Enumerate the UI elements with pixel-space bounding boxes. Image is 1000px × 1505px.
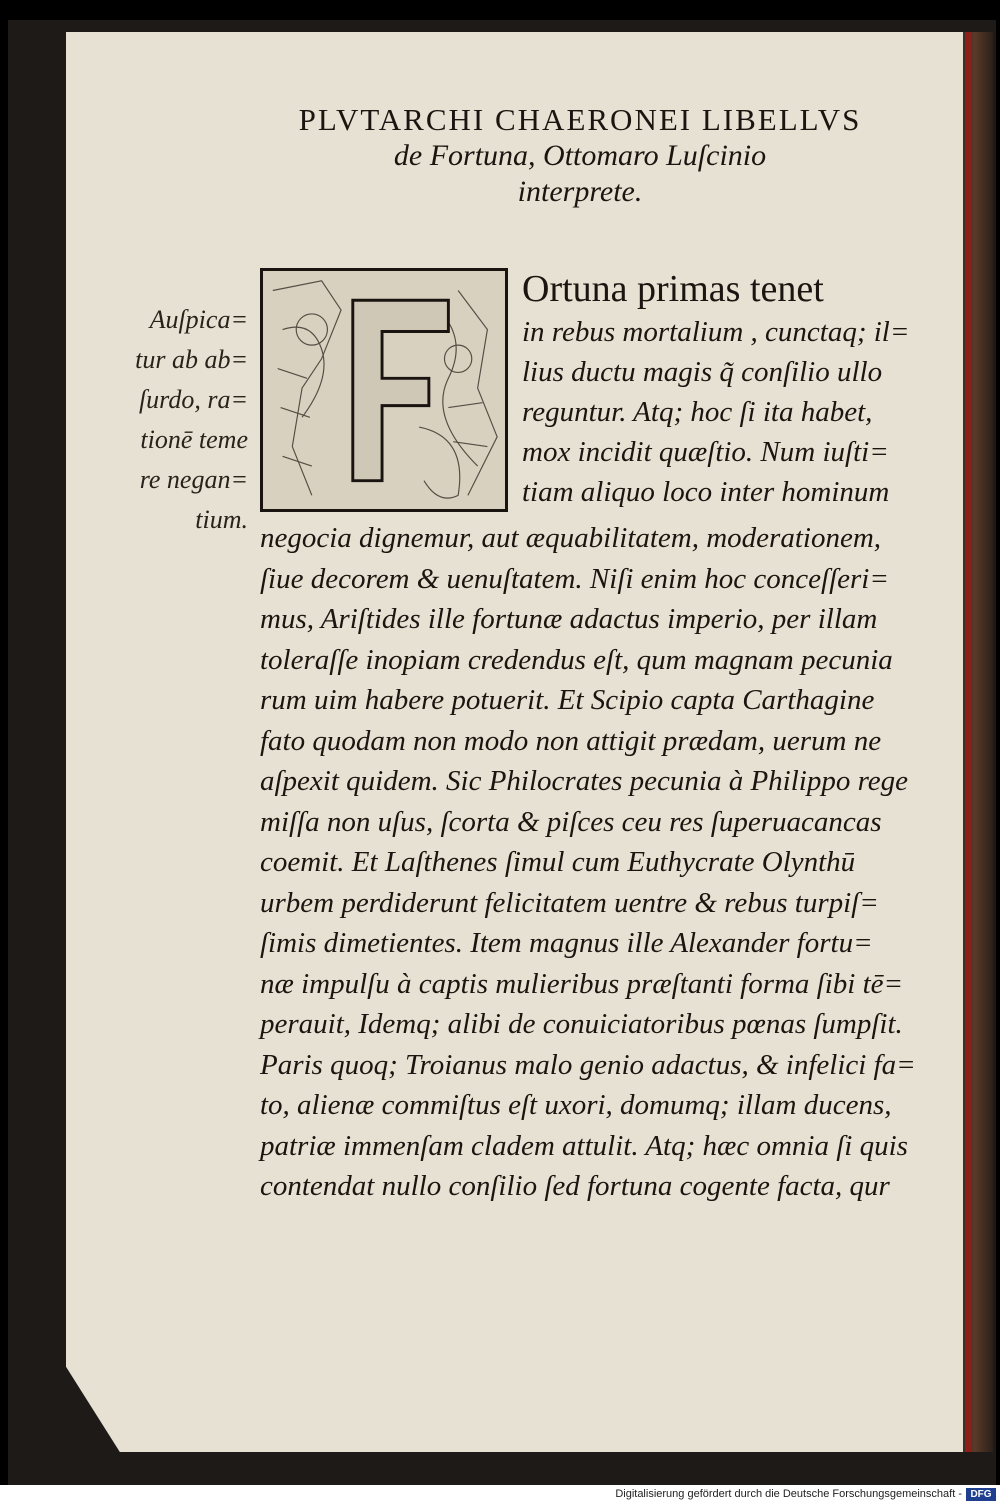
text-line: toleraſſe inopiam credendus eſt, qum magnam pecunia [260,643,893,676]
text-line: mus, Ariſtides ille fortunæ adactus imperio, per illam [260,603,878,635]
opening-lines [522,266,922,512]
margin-note [128,300,248,540]
header-subtitle-cont: interprete. [517,175,643,208]
text-line: to, alienæ commiſtus eſt uxori, domumq; illam ducens, [260,1089,892,1121]
body-text [260,518,920,1207]
page-header [260,102,900,210]
opening-line: Ortuna primas tenet [522,268,824,310]
text-line: perauit, Idemq; alibi de conuiciatoribus pœnas ſumpſit. [260,1008,903,1040]
text-line: in rebus mortalium , cunctaq; il= [522,316,910,348]
decorated-initial-f [260,268,508,512]
text-line: lius ductu magis q̃ conſilio ullo [522,356,883,388]
text-line: aſpexit quidem. Sic Philocrates pecunia à Philippo rege [260,765,909,797]
text-line: urbem perdiderunt felicitatem uentre & rebus turpiſ= [260,886,879,919]
margin-note-line: re negan= [139,465,248,494]
text-line: miſſa non uſus, ſcorta & piſces ceu res ſuperuacancas [260,805,882,838]
footer-credit: Digitalisierung gefördert durch die Deutsche Forschungsgemeinschaft - [615,1488,962,1500]
text-line: reguntur. Atq; hoc ſi ita habet, [522,396,873,428]
text-line: fato quodam non modo non attigit prædam, uerum ne [260,724,882,757]
book-spine [963,32,993,1452]
text-line: mox incidit quæſtio. Num iuſti= [522,436,889,468]
margin-note-line: tionē teme [140,425,248,454]
margin-note-line: ſurdo, ra= [138,385,248,414]
margin-note-line: tur ab ab= [135,345,248,374]
margin-note-line: tium. [195,505,248,534]
header-title: PLVTARCHI CHAERONEI LIBELLVS [298,102,862,137]
text-line: patriæ immenſam cladem attulit. Atq; hæc omnia ſi quis [260,1129,908,1162]
text-line: Paris quoq; Troianus malo genio adactus, & infelici fa= [260,1048,916,1081]
text-line: contendat nullo conſilio ſed fortuna cogente facta, qur [260,1170,890,1202]
text-line: ſimis dimetientes. Item magnus ille Alexander fortu= [260,927,873,959]
text-line: coemit. Et Laſthenes ſimul cum Euthycrate Olynthū [260,846,856,878]
woodcut-illustration [263,271,505,509]
dfg-logo: DFG [966,1488,996,1501]
text-line: tiam aliquo loco inter hominum [522,476,890,508]
text-line: næ impulſu à captis mulieribus præſtanti forma ſibi tē= [260,967,904,1000]
text-line: ſiue decorem & uenuſtatem. Niſi enim hoc conceſſeri= [260,562,889,595]
digitization-footer [0,1485,1000,1505]
text-line: negocia dignemur, aut æquabilitatem, moderationem, [260,522,882,554]
text-line: rum uim habere potuerit. Et Scipio capta Carthagine [260,684,875,716]
margin-note-line: Auſpica= [149,305,248,334]
header-subtitle: de Fortuna, Ottomaro Luſcinio [393,139,767,172]
